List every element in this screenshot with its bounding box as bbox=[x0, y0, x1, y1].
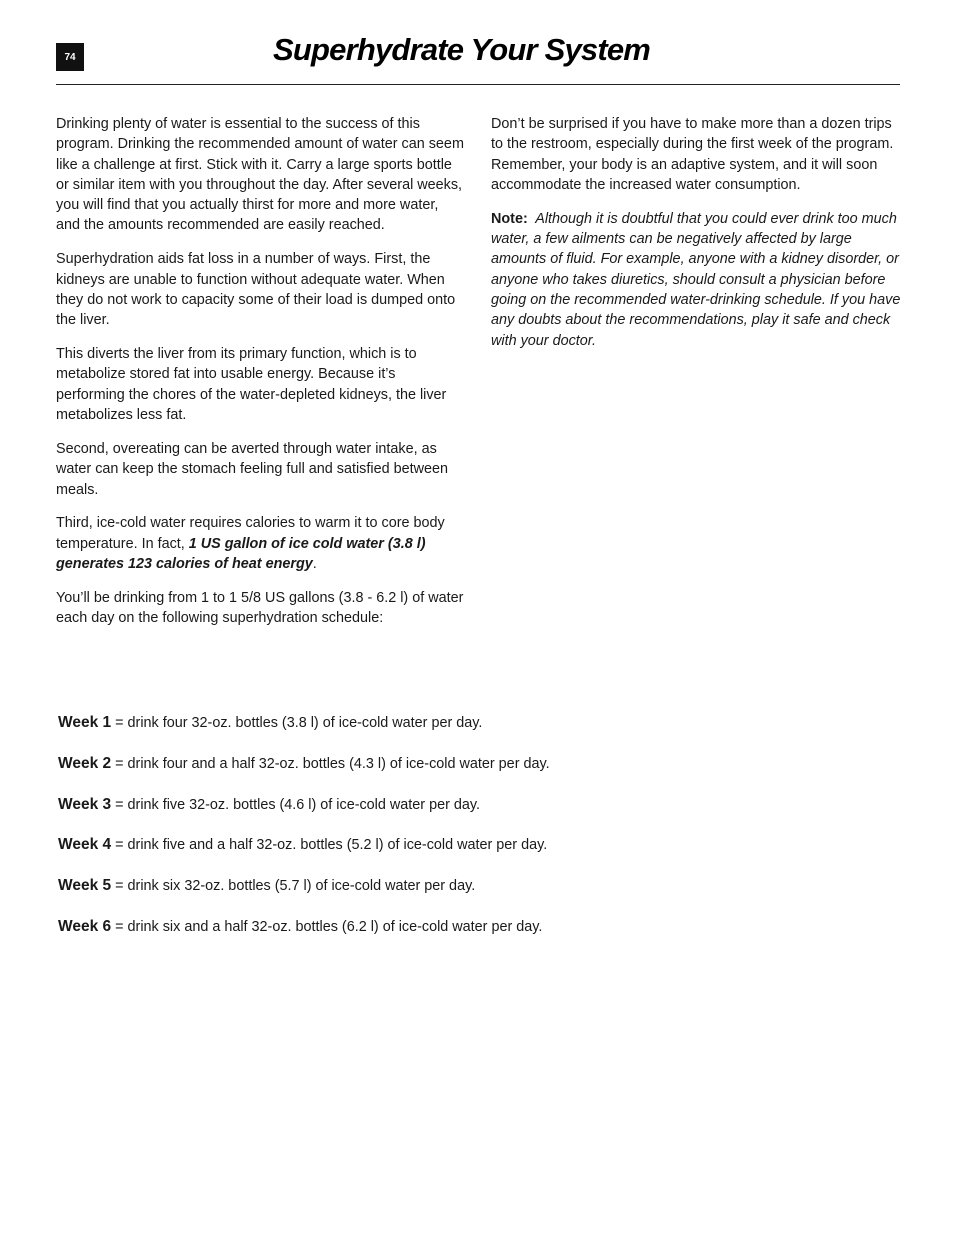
schedule-row bbox=[58, 713, 858, 733]
week-text: = drink four 32-oz. bottles (3.8 l) of ice-cold water per day. bbox=[111, 715, 483, 731]
paragraph-ice-cold-end: . bbox=[312, 556, 317, 573]
page-title: Superhydrate Your System bbox=[273, 32, 651, 67]
week-text: = drink six and a half 32-oz. bottles (6.2 l) of ice-cold water per day. bbox=[111, 918, 543, 935]
week-label: Week 5 bbox=[58, 877, 112, 895]
week-text: = drink six 32-oz. bottles (5.7 l) of ice-cold water per day. bbox=[111, 878, 476, 895]
left-column bbox=[56, 114, 466, 642]
week-label: Week 6 bbox=[58, 917, 112, 935]
paragraph-fat-loss: Superhydration aids fat loss in a number of ways. First, the kidneys are unable to function without adequate water. When they do not work to capacity some of their load is dumped onto the liver. bbox=[56, 251, 456, 329]
paragraph-overeating: Second, overeating can be averted through water intake, as water can keep the stomach feeling full and satisfied between meals. bbox=[56, 440, 448, 498]
week-text: = drink four and a half 32-oz. bottles (4.3 l) of ice-cold water per day. bbox=[111, 755, 550, 772]
header-rule bbox=[56, 84, 900, 85]
schedule-row bbox=[58, 754, 858, 774]
right-column bbox=[491, 114, 901, 364]
week-label: Week 2 bbox=[58, 754, 112, 772]
note-text: Although it is doubtful that you could ever drink too much water, a few ailments can be negatively affected by large amounts of fluid. For example, anyone with a kidney disorder, or anyone who takes diuretics, should consult a physician before going on the recommended water-drinking schedule. If you have any doubts about the recommendations, play it safe and check with your doctor. bbox=[491, 210, 901, 349]
page-number: 74 bbox=[64, 51, 76, 63]
paragraph-intro: Drinking plenty of water is essential to the success of this program. Drinking the recommended amount of water can seem like a challenge at first. Stick with it. Carry a large sports bottle or similar item with you throughout the day. After several weeks, you will find that you actually thirst for more and more water, and the amounts recommended are easily reached. bbox=[56, 116, 464, 234]
page-number-badge bbox=[56, 43, 84, 71]
paragraph-schedule-intro: You’ll be drinking from 1 to 1 5/8 US gallons (3.8 - 6.2 l) of water each day on the following superhydration schedule: bbox=[56, 589, 464, 627]
schedule-row bbox=[58, 795, 858, 815]
schedule-row bbox=[58, 876, 858, 896]
note-block bbox=[491, 209, 901, 351]
paragraph-ice-cold bbox=[56, 513, 466, 574]
week-label: Week 4 bbox=[58, 836, 112, 854]
schedule-list bbox=[58, 713, 858, 958]
paragraph-liver: This diverts the liver from its primary function, which is to metabolize stored fat into usable energy. Because it’s performing the chores of the water-depleted kidneys, the liver metabolizes less fat. bbox=[56, 346, 447, 424]
schedule-row bbox=[58, 835, 858, 855]
paragraph-restroom: Don’t be surprised if you have to make more than a dozen trips to the restroom, especially during the first week of the program. Remember, your body is an adaptive system, and it will soon accommodate the increased water consumption. bbox=[491, 116, 894, 193]
calorie-emphasis: 1 US gallon of ice cold water (3.8 l) generates 123 calories of heat energy bbox=[56, 535, 426, 573]
schedule-row bbox=[58, 917, 858, 937]
paragraph-ice-cold-start: Third, ice-cold water requires calories to warm it to core body temperature. In fact, bbox=[56, 515, 445, 552]
note-label: Note: bbox=[491, 210, 528, 227]
week-text: = drink five and a half 32-oz. bottles (5.2 l) of ice-cold water per day. bbox=[111, 837, 548, 854]
week-label: Week 1 bbox=[58, 714, 112, 731]
week-text: = drink five 32-oz. bottles (4.6 l) of ice-cold water per day. bbox=[111, 796, 480, 813]
week-label: Week 3 bbox=[58, 795, 112, 813]
